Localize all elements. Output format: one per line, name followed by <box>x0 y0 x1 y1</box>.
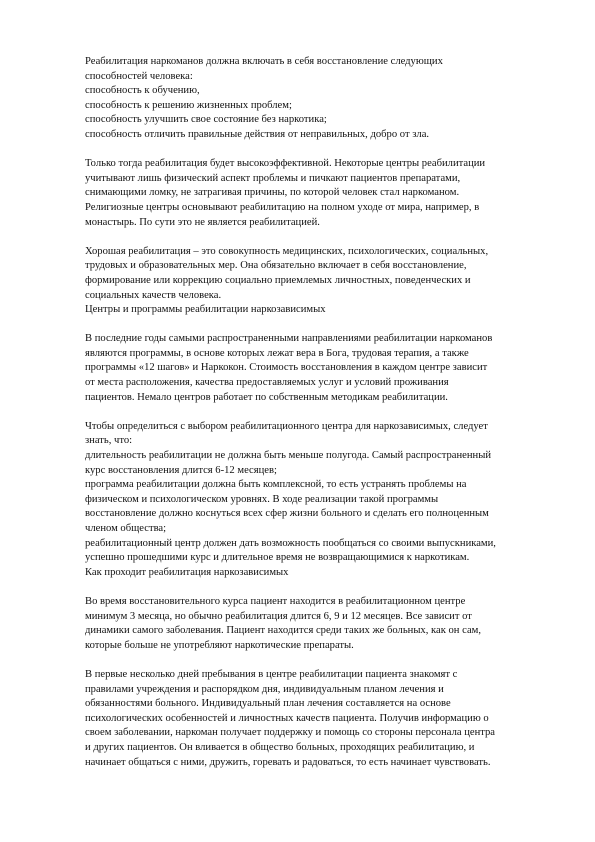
text-line: Религиозные центры основывают реабилитацию на полном уходе от мира, например, в <box>85 201 480 213</box>
text-line: формирование или коррекцию социально приемлемых личностных, поведенческих и <box>85 274 471 286</box>
text-line: В последние годы самыми распространенными направлениями реабилитации наркоманов <box>85 333 493 345</box>
text-line: Только тогда реабилитация будет высокоэффективной. Некоторые центры реабилитации <box>85 158 486 170</box>
text-line: которые больше не употребляют наркотические препараты. <box>85 639 354 651</box>
text-line: Реабилитация наркоманов должна включать в себя восстановление следующих <box>85 56 443 67</box>
text-line: динамики самого заболевания. Пациент находится среди таких же больных, как он сам, <box>85 625 482 637</box>
text-line: социальных качеств человека. <box>85 289 222 301</box>
document-body <box>85 55 547 770</box>
paragraph-b7 <box>85 668 547 770</box>
paragraph-b5 <box>85 420 547 581</box>
text-line: учитывают лишь физический аспект проблемы и пичкают пациентов препаратами, <box>85 172 461 184</box>
text-line: начинает общаться с ними, дружить, горевать и радоваться, то есть начинает чувствовать. <box>85 756 491 768</box>
text-line: знать, что: <box>85 435 133 447</box>
text-line: программы «12 шагов» и Наркокон. Стоимость восстановления в каждом центре зависит <box>85 362 488 374</box>
text-line: Во время восстановительного курса пациент находится в реабилитационном центре <box>85 595 466 607</box>
text-line: психологических особенностей и личностных качеств пациента. Получив информацию о <box>85 712 489 724</box>
text-line: являются программы, в основе которых лежат вера в Бога, трудовая терапия, а также <box>85 347 469 359</box>
text-line: физическом и психологическом уровнях. В ходе реализации такой программы <box>85 493 439 505</box>
text-line: способность отличить правильные действия от неправильных, добро от зла. <box>85 128 430 140</box>
paragraph-b6 <box>85 595 547 653</box>
paragraph-b3 <box>85 245 547 318</box>
text-line: способность улучшить свое состояние без наркотика; <box>85 114 327 126</box>
text-line: снимающими ломку, не затрагивая причины, по которой человек стал наркоманом. <box>85 187 460 199</box>
text-line: монастырь. По сути это не является реабилитацией. <box>85 216 320 228</box>
text-line: длительность реабилитации не должна быть меньше полугода. Самый распространенный <box>85 450 491 462</box>
text-line: успешно прошедшими курс и длительное время не возвращающимися к наркотикам. <box>85 552 470 564</box>
text-line: Хорошая реабилитация – это совокупность медицинских, психологических, социальных, <box>85 245 489 257</box>
text-line: Чтобы определиться с выбором реабилитационного центра для наркозависимых, следует <box>85 420 488 432</box>
text-line: трудовых и образовательных мер. Она обязательно включает в себя восстановление, <box>85 260 467 272</box>
text-line: реабилитационный центр должен дать возможность пообщаться со своими выпускниками, <box>85 537 496 549</box>
paragraph-b1 <box>85 55 547 143</box>
text-line: своем заболевании, наркоман получает поддержку и помощь со стороны персонала центра <box>85 727 495 739</box>
text-line: обязанностями больного. Индивидуальный план лечения составляется на основе <box>85 698 451 710</box>
text-line: способность к решению жизненных проблем; <box>85 99 292 111</box>
text-line: минимум 3 месяца, но обычно реабилитация длится 6, 9 и 12 месяцев. Все зависит от <box>85 610 472 622</box>
text-line: от места расположения, качества предоставляемых услуг и условий проживания <box>85 377 449 389</box>
text-line: Центры и программы реабилитации наркозависимых <box>85 304 326 316</box>
text-line: Как проходит реабилитация наркозависимых <box>85 566 289 578</box>
paragraph-b2 <box>85 157 547 230</box>
text-line: и других пациентов. Он вливается в общество больных, проходящих реабилитацию, и <box>85 741 475 753</box>
text-line: курс восстановления длится 6-12 месяцев; <box>85 464 277 476</box>
text-line: восстановление должно коснуться всех сфер жизни больного и сделать его полноценным <box>85 508 489 520</box>
text-line: членом общества; <box>85 523 167 534</box>
text-line: способностей человека: <box>85 70 193 82</box>
text-line: В первые несколько дней пребывания в центре реабилитации пациента знакомят с <box>85 668 458 680</box>
text-line: способность к обучению, <box>85 85 200 97</box>
text-line: программа реабилитации должна быть комплексной, то есть устранять проблемы на <box>85 479 467 491</box>
text-line: пациентов. Немало центров работает по собственным методикам реабилитации. <box>85 391 448 403</box>
paragraph-b4 <box>85 332 547 405</box>
text-line: правилами учреждения и распорядком дня, индивидуальным планом лечения и <box>85 683 444 695</box>
